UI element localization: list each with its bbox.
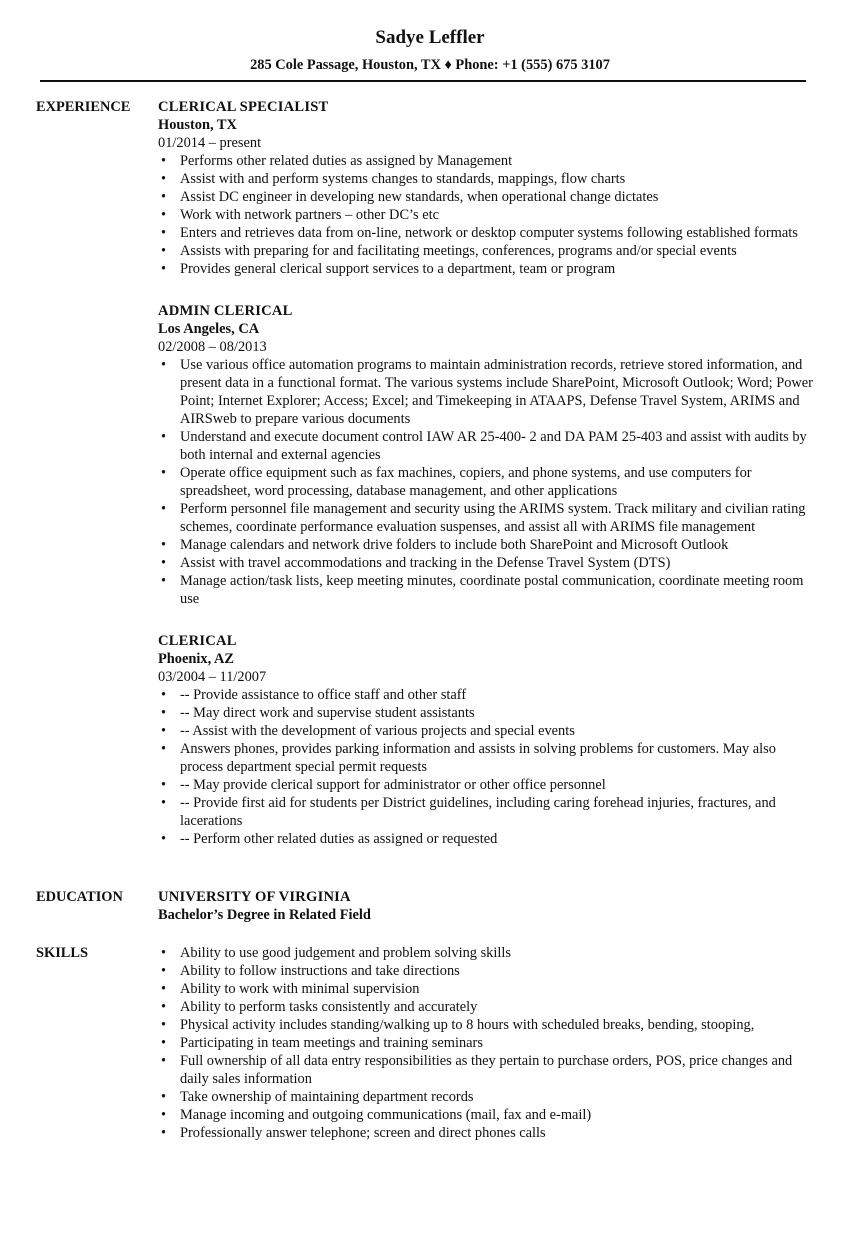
job-duty: • Enters and retrieves data from on-line, network or desktop computer systems following established formats xyxy=(158,224,820,242)
job-duty: • Understand and execute document control IAW AR 25-400- 2 and DA PAM 25-403 and assist with audits by both internal and external agencies xyxy=(158,428,820,464)
job-duties-list xyxy=(158,152,820,278)
degree-name: Bachelor’s Degree in Related Field xyxy=(158,907,371,923)
skill-item: • Full ownership of all data entry responsibilities as they pertain to purchase orders, POS, price changes and daily sales information xyxy=(158,1052,820,1088)
job-duty: • Manage action/task lists, keep meeting minutes, coordinate postal communication, coordinate meeting room use xyxy=(158,572,820,608)
job-duty: • -- May direct work and supervise student assistants xyxy=(158,704,820,722)
skills-section xyxy=(36,944,820,1142)
section-label-experience: EXPERIENCE xyxy=(36,99,131,115)
skill-item: • Professionally answer telephone; screen and direct phones calls xyxy=(158,1124,820,1142)
job-duty: • -- Assist with the development of various projects and special events xyxy=(158,722,820,740)
skill-item: • Ability to work with minimal supervision xyxy=(158,980,820,998)
section-label-education: EDUCATION xyxy=(36,889,123,905)
job-duty: • -- Provide assistance to office staff and other staff xyxy=(158,686,820,704)
skills-list xyxy=(158,944,820,1142)
job-duty: • Answers phones, provides parking information and assists in solving problems for customers. May also process department special permit requests xyxy=(158,740,820,776)
education-section xyxy=(36,888,820,924)
job-dates: 02/2008 – 08/2013 xyxy=(158,339,267,355)
skill-item: • Ability to perform tasks consistently and accurately xyxy=(158,998,820,1016)
job-duty: • -- Perform other related duties as assigned or requested xyxy=(158,830,820,848)
job-location: Houston, TX xyxy=(158,117,237,133)
skill-item: • Manage incoming and outgoing communications (mail, fax and e-mail) xyxy=(158,1106,820,1124)
job-duty: • -- Provide first aid for students per District guidelines, including caring forehead injuries, fractures, and lacerations xyxy=(158,794,820,830)
job-location: Los Angeles, CA xyxy=(158,321,260,337)
skill-item: • Ability to follow instructions and take directions xyxy=(158,962,820,980)
job-entry xyxy=(158,632,820,848)
job-duty: • Assists with preparing for and facilitating meetings, conferences, programs and/or special events xyxy=(158,242,820,260)
job-duty: • Operate office equipment such as fax machines, copiers, and phone systems, and use computers for spreadsheet, word processing, database management, and other applications xyxy=(158,464,820,500)
job-dates: 01/2014 – present xyxy=(158,135,262,151)
skill-item: • Ability to use good judgement and problem solving skills xyxy=(158,944,820,962)
school-name: UNIVERSITY OF VIRGINIA xyxy=(158,889,351,905)
experience-section xyxy=(36,98,820,872)
job-location: Phoenix, AZ xyxy=(158,651,234,667)
job-duty: • Assist with and perform systems changes to standards, mappings, flow charts xyxy=(158,170,820,188)
job-entry xyxy=(158,98,820,278)
job-duty: • Work with network partners – other DC’s etc xyxy=(158,206,820,224)
applicant-name: Sadye Leffler xyxy=(375,27,485,48)
job-duty: • Use various office automation programs to maintain administration records, retrieve stored information, and present data in a functional format. The various systems include SharePoint, Microsoft Outlook; Word; Power Point; Internet Explorer; Access; Excel; and Timekeeping in ATAAPS, Defense Travel System, ARIMS and AIRSweb to prepare various documents xyxy=(158,356,820,428)
job-title: CLERICAL SPECIALIST xyxy=(158,99,329,115)
header-divider xyxy=(40,80,806,82)
skill-item: • Physical activity includes standing/walking up to 8 hours with scheduled breaks, bending, stooping, xyxy=(158,1016,820,1034)
job-duty: • Provides general clerical support services to a department, team or program xyxy=(158,260,820,278)
job-duty: • Performs other related duties as assigned by Management xyxy=(158,152,820,170)
job-duty: • Perform personnel file management and security using the ARIMS system. Track military and civilian rating schemes, coordinate performance evaluation suspenses, and assist all with ARIMS file management xyxy=(158,500,820,536)
job-duties-list xyxy=(158,356,820,608)
job-duty: • -- May provide clerical support for administrator or other office personnel xyxy=(158,776,820,794)
contact-line: 285 Cole Passage, Houston, TX ♦ Phone: +1 (555) 675 3107 xyxy=(250,57,610,73)
job-duties-list xyxy=(158,686,820,848)
skill-item: • Take ownership of maintaining department records xyxy=(158,1088,820,1106)
skill-item: • Participating in team meetings and training seminars xyxy=(158,1034,820,1052)
resume-header xyxy=(0,0,860,74)
job-entry xyxy=(158,302,820,608)
job-duty: • Assist DC engineer in developing new standards, when operational change dictates xyxy=(158,188,820,206)
job-title: ADMIN CLERICAL xyxy=(158,303,293,319)
skills-body xyxy=(158,944,820,1142)
education-body xyxy=(158,888,820,924)
job-dates: 03/2004 – 11/2007 xyxy=(158,669,267,685)
job-duty: • Manage calendars and network drive folders to include both SharePoint and Microsoft Outlook xyxy=(158,536,820,554)
experience-body xyxy=(158,98,820,872)
job-title: CLERICAL xyxy=(158,633,237,649)
job-duty: • Assist with travel accommodations and tracking in the Defense Travel System (DTS) xyxy=(158,554,820,572)
section-label-skills: SKILLS xyxy=(36,945,88,961)
